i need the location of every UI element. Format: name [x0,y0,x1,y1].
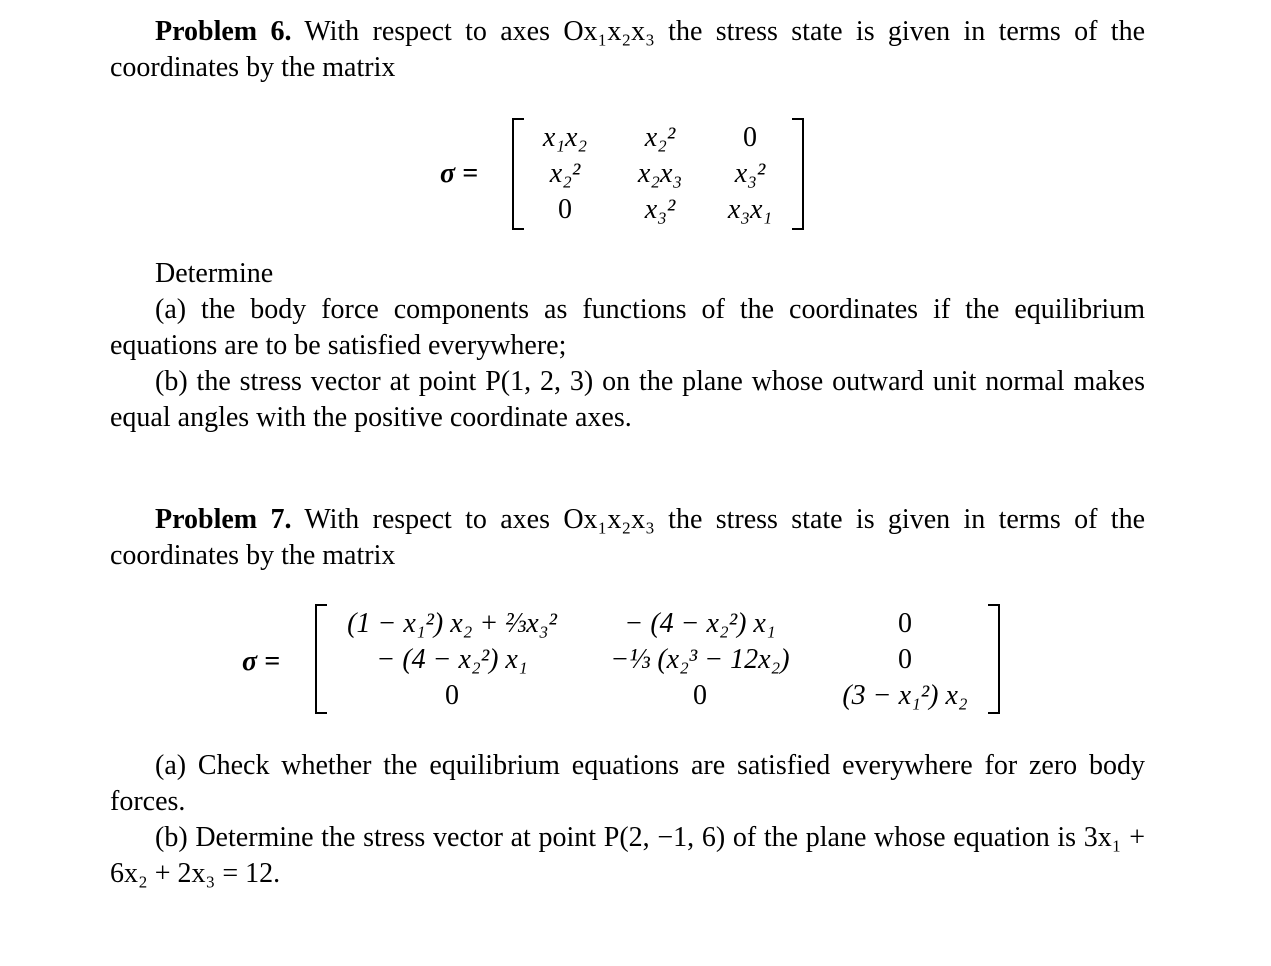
matrix-cell: 0 [693,680,707,711]
matrix-cell: 0 [558,194,572,225]
right-bracket [792,118,804,230]
problem-6-intro-text: With respect to axes Ox₁x₂x₃ the stress state is given in terms of the coordinates by the matrix [110,16,1145,83]
matrix-cell: (3 − x₁²) x₂ [842,680,968,711]
left-bracket [512,118,524,230]
matrix-cell: x₃x₁ [727,194,773,225]
matrix-cell: − (4 − x₂²) x₁ [376,644,528,675]
problem-7-intro-text: With respect to axes Ox₁x₂x₃ the stress state is given in terms of the coordinates by the matrix [110,504,1145,571]
problem-7-matrix [110,598,1145,718]
right-bracket [988,604,1000,714]
matrix-cell: x₂² [549,158,581,189]
problem-6-heading: Problem 6. [155,16,292,47]
matrix-cell: x₃² [644,194,676,225]
problem-6-determine: Determine [155,258,274,289]
matrix-cell: −⅓ (x₂³ − 12x₂) [610,644,790,675]
matrix-cell: 0 [445,680,459,711]
problem-6 [110,14,1145,433]
matrix-cell: 0 [743,122,757,153]
problem-6-part-a: (a) the body force components as functions of the coordinates if the equilibrium equations are to be satisfied everywhere; [110,294,1145,361]
matrix-cell: x₁x₂ [542,122,588,153]
problem-7 [110,502,1145,889]
matrix-cell: x₂x₃ [637,158,683,189]
sigma-label: σ = [440,158,479,189]
problem-7-part-a: (a) Check whether the equilibrium equations are satisfied everywhere for zero body forces. [110,750,1145,817]
problem-6-part-b: (b) the stress vector at point P(1, 2, 3) on the plane whose outward unit normal makes equal angles with the positive coordinate axes. [110,366,1145,433]
matrix-cell: x₂² [644,122,676,153]
matrix-cell: 0 [898,644,912,675]
problem-6-intro [110,14,1145,86]
problem-7-heading: Problem 7. [155,504,292,535]
problem-7-part-b: (b) Determine the stress vector at point P(2, −1, 6) of the plane whose equation is 3x₁ + 6x₂ + 2x₃ = 12. [110,822,1145,889]
left-bracket [315,604,327,714]
matrix-cell: x₃² [734,158,766,189]
matrix-cell: (1 − x₁²) x₂ + ⅔x₃² [347,608,557,639]
problem-7-intro [110,502,1145,574]
sigma-label: σ = [242,646,281,677]
matrix-cell: 0 [898,608,912,639]
matrix-cell: − (4 − x₂²) x₁ [624,608,776,639]
problem-6-matrix [110,114,1145,234]
